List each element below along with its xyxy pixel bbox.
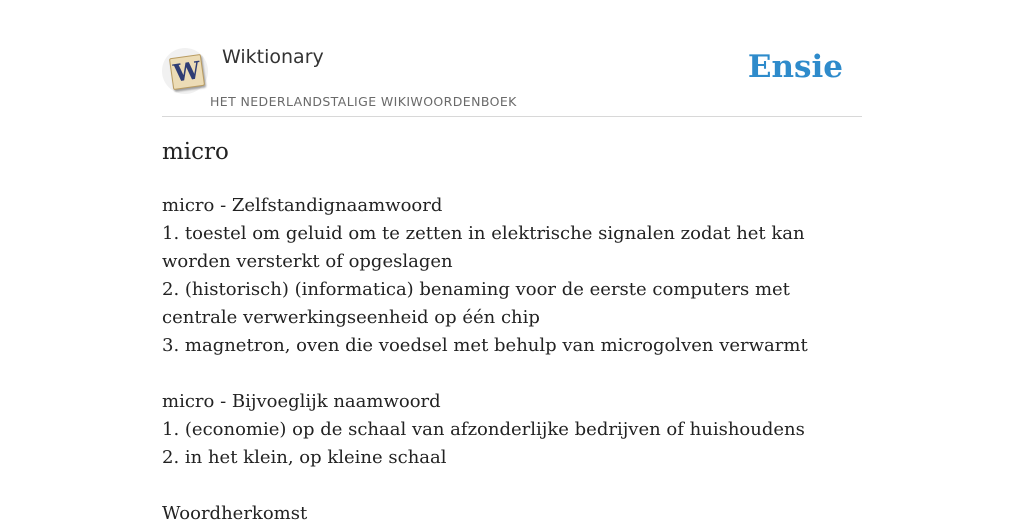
- section-heading: micro - Zelfstandignaamwoord: [162, 195, 443, 216]
- definition-line: 3. magnetron, oven die voedsel met behulp van microgolven verwarmt: [162, 335, 808, 356]
- site-tagline: HET NEDERLANDSTALIGE WIKIWOORDENBOEK: [210, 94, 517, 109]
- section-spacer: [162, 472, 862, 500]
- site-header: [162, 0, 862, 117]
- w-tile-icon: W: [169, 54, 205, 90]
- ensie-brand-link[interactable]: Ensie: [747, 49, 843, 85]
- definition-content: [162, 192, 862, 528]
- section-etymology: [162, 500, 862, 528]
- site-name[interactable]: Wiktionary: [222, 46, 324, 68]
- wiktionary-logo[interactable]: [162, 48, 208, 94]
- section-heading: Woordherkomst: [162, 503, 308, 524]
- page-title: micro: [162, 139, 229, 165]
- section-heading: micro - Bijvoeglijk naamwoord: [162, 391, 441, 412]
- section-spacer: [162, 360, 862, 388]
- section-adjective: [162, 388, 862, 472]
- definition-line: 2. in het klein, op kleine schaal: [162, 447, 447, 468]
- definition-line: 1. (economie) op de schaal van afzonderlijke bedrijven of huishoudens: [162, 419, 805, 440]
- section-noun: [162, 192, 862, 360]
- definition-line: 1. toestel om geluid om te zetten in elektrische signalen zodat het kan worden versterkt of opgeslagen: [162, 223, 805, 272]
- definition-line: 2. (historisch) (informatica) benaming voor de eerste computers met centrale verwerkingseenheid op één chip: [162, 279, 790, 328]
